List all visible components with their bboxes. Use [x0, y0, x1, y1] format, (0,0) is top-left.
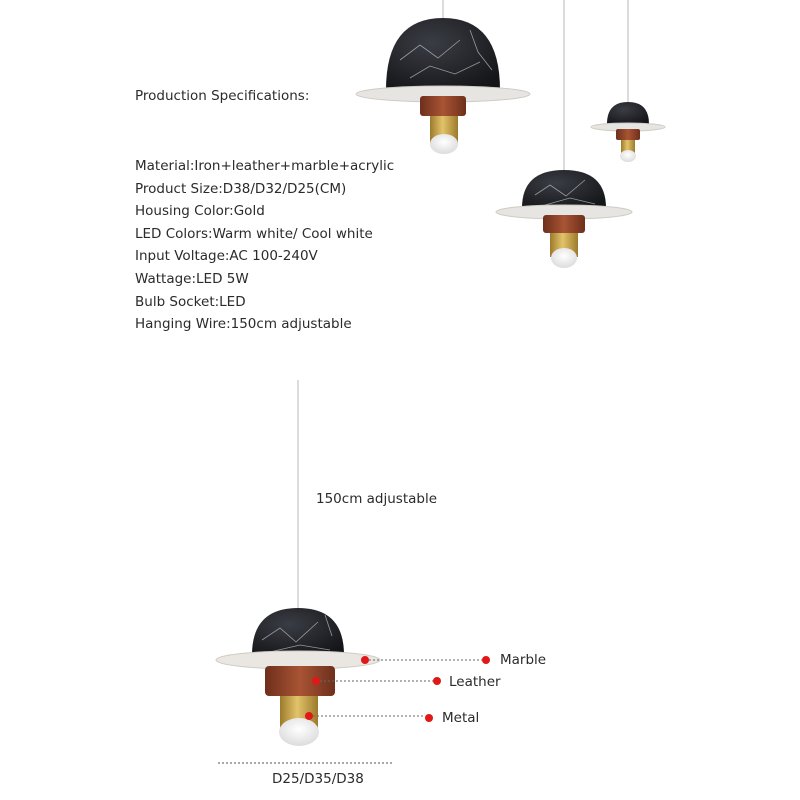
leather-label: Leather — [449, 674, 501, 690]
callout-metal — [305, 712, 433, 722]
diagram-lamp — [216, 380, 380, 746]
spec-led-colors: LED Colors:Warm white/ Cool white — [135, 225, 373, 242]
spec-housing-color: Housing Color:Gold — [135, 203, 265, 220]
marble-label: Marble — [500, 652, 547, 668]
metal-label: Metal — [442, 710, 480, 726]
spec-size: Product Size:D38/D32/D25(CM) — [135, 180, 347, 197]
pendant-lamp-large — [356, 0, 530, 154]
spec-bulb-socket: Bulb Socket:LED — [135, 293, 246, 310]
size-label: D25/D35/D38 — [272, 771, 364, 787]
wire-length-label: 150cm adjustable — [316, 491, 438, 507]
spec-hanging-wire: Hanging Wire:150cm adjustable — [135, 316, 352, 333]
spec-title: Production Specifications: — [135, 88, 310, 104]
spec-material: Material:Iron+leather+marble+acrylic — [135, 158, 395, 174]
pendant-lamp-medium — [496, 0, 632, 268]
spec-wattage: Wattage:LED 5W — [135, 270, 249, 287]
spec-input-voltage: Input Voltage:AC 100-240V — [135, 248, 318, 265]
pendant-lamp-small — [591, 0, 665, 162]
